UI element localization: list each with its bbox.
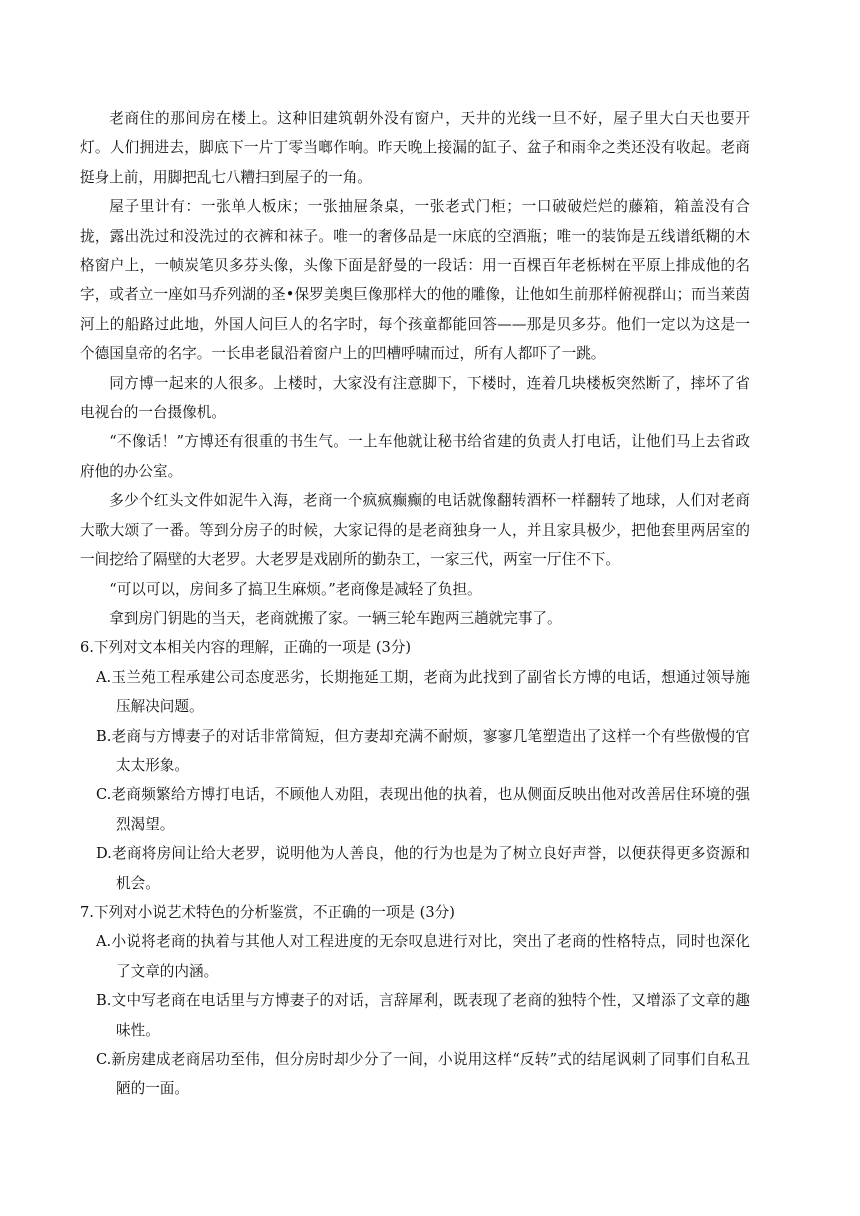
option-b: B.老商与方博妻子的对话非常简短，但方妻却充满不耐烦，寥寥几笔塑造出了这样一个有些傲慢的官太太形象。 — [96, 727, 750, 774]
option-a: A.玉兰苑工程承建公司态度恶劣，长期拖延工期，老商为此找到了副省长方博的电话，想通过领导施压解决问题。 — [96, 668, 750, 716]
paragraph: 屋子里计有：一张单人板床；一张抽屉条桌，一张老式门柜；一口破破烂烂的藤箱，箱盖没有合拢，露出洗过和没洗过的衣裤和袜子。唯一的奢侈品是一床底的空酒瓶；唯一的装饰是五线谱纸糊的木格窗户上，一帧炭笔贝多芬头像，头像下面是舒曼的一段话：用一百棵百年老栎树在平原上排成他的名字，或者立一座如马乔列湖的圣•保罗美奥巨像那样大的他的雕像，让他如生前那样俯视群山；而当莱茵河上的船路过此地，外国人问巨人的名字时，每个孩童都能回答——那是贝多芬。他们一定以为这是一个德国皇帝的名字。一长串老鼠沿着窗户上的凹槽呼啸而过，所有人都吓了一跳。 — [80, 198, 750, 363]
paragraph: “可以可以，房间多了搞卫生麻烦。”老商像是减轻了负担。 — [109, 580, 482, 598]
paragraph: 老商住的那间房在楼上。这种旧建筑朝外没有窗户，天井的光线一旦不好，屋子里大白天也要开灯。人们拥进去，脚底下一片丁零当啷作响。昨天晚上接漏的缸子、盆子和雨伞之类还没有收起。老商挺身上前，用脚把乱七八糟扫到屋子的一角。 — [80, 110, 750, 186]
option-b: B.文中写老商在电话里与方博妻子的对话，言辞犀利，既表现了老商的独特个性，又增添了文章的趣味性。 — [96, 992, 750, 1039]
option-c: C.老商频繁给方博打电话，不顾他人劝阻，表现出他的执着，也从侧面反映出他对改善居住环境的强烈渴望。 — [96, 786, 750, 833]
paragraph: 拿到房门钥匙的当天，老商就搬了家。一辆三轮车跑两三趟就完事了。 — [109, 609, 562, 627]
option-a: A.小说将老商的执着与其他人对工程进度的无奈叹息进行对比，突出了老商的性格特点，同时也深化了文章的内涵。 — [96, 933, 750, 980]
passage — [80, 104, 750, 633]
option-d: D.老商将房间让给大老罗，说明他为人善良，他的行为也是为了树立良好声誉，以便获得更多资源和机会。 — [96, 845, 750, 892]
paragraph: 多少个红头文件如泥牛入海，老商一个疯疯癫癫的电话就像翻转酒杯一样翻转了地球，人们对老商大歌大颂了一番。等到分房子的时候，大家记得的是老商独身一人，并且家具极少，把他套里两居室的一间挖给了隔壁的大老罗。大老罗是戏剧所的勤杂工，一家三代，两室一厅住不下。 — [80, 492, 750, 569]
option-list — [80, 927, 750, 1103]
paragraph: “不像话！”方博还有很重的书生气。一上车他就让秘书给省建的负责人打电话，让他们马上去省政府他的办公室。 — [80, 433, 750, 480]
question-7 — [80, 898, 750, 1104]
question-stem: 7.下列对小说艺术特色的分析鉴赏，不正确的一项是 (3分) — [80, 903, 455, 921]
paragraph: 同方博一起来的人很多。上楼时，大家没有注意脚下，下楼时，连着几块楼板突然断了，摔坏了省电视台的一台摄像机。 — [80, 374, 750, 422]
question-stem: 6.下列对文本相关内容的理解，正确的一项是 (3分) — [80, 639, 412, 657]
question-6 — [80, 633, 750, 898]
option-list — [80, 663, 750, 898]
option-c: C.新房建成老商居功至伟，但分房时却少分了一间，小说用这样“反转”式的结尾讽刺了同事们自私丑陋的一面。 — [96, 1051, 750, 1098]
